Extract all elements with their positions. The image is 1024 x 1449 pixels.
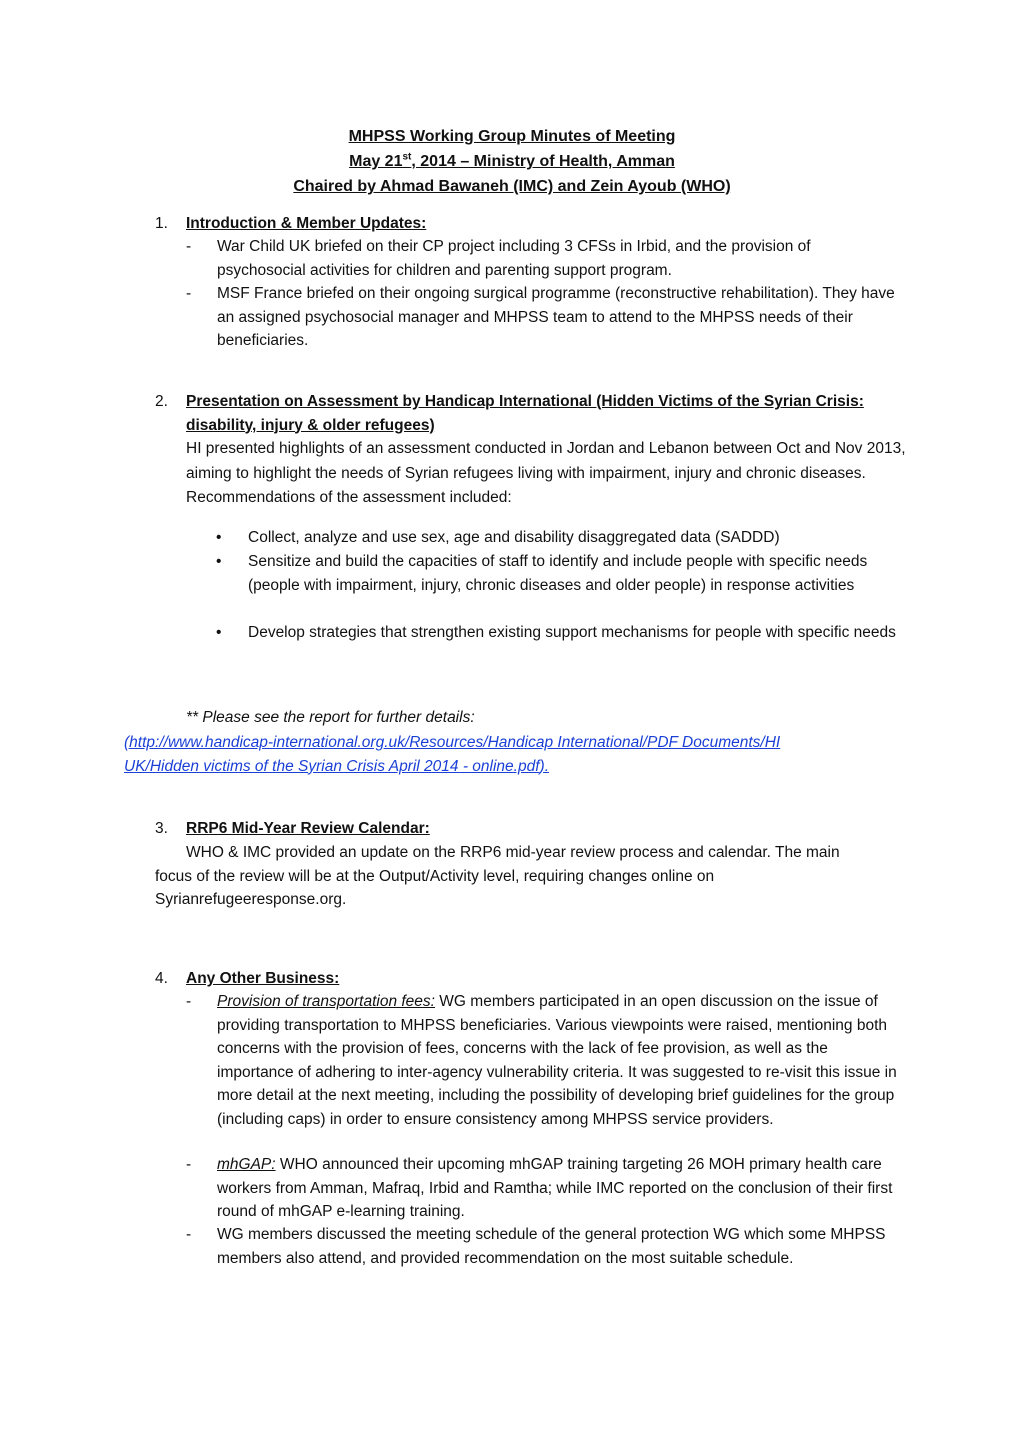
bullet-marker: •: [216, 553, 222, 570]
bullet-text: Collect, analyze and use sex, age and disability disaggregated data (SADDD): [248, 529, 780, 546]
list-item-text: WG members discussed the meeting schedule of the general protection WG which some MHPSS members also attend, and provided recommendation on the most suitable schedule.: [217, 1226, 886, 1267]
header-date: May 21: [349, 153, 403, 170]
section-intro: HI presented highlights of an assessment conducted in Jordan and Lebanon between Oct and Nov 2013, aiming to highlight the needs of Syrian refugees living with impairment, injury and chronic diseases. Recommendations of the assessment included:: [186, 440, 906, 506]
list-item-text: War Child UK briefed on their CP project including 3 CFSs in Irbid, and the provision of psychosocial activities for children and parenting support program.: [217, 238, 811, 279]
report-note: ** Please see the report for further details:: [186, 709, 475, 726]
dash-marker: -: [186, 993, 192, 1010]
dash-marker: -: [186, 238, 192, 255]
item-label: mhGAP:: [217, 1156, 276, 1173]
bullet-text: Develop strategies that strengthen existing support mechanisms for people with specific needs: [248, 624, 896, 641]
section-number: 4.: [155, 970, 168, 987]
section-heading: Introduction & Member Updates:: [186, 215, 427, 232]
header-date-suffix: st: [402, 151, 412, 163]
section-body: WHO & IMC provided an update on the RRP6 mid-year review process and calendar. The main focus of the review will be at the Output/Activity level, requiring changes online on Syrianrefugeeresponse.org.: [155, 844, 840, 908]
bullet-marker: •: [216, 529, 222, 546]
section-heading: RRP6 Mid-Year Review Calendar:: [186, 820, 430, 837]
section-number: 3.: [155, 820, 168, 837]
item-body: WG members participated in an open discussion on the issue of providing transportation to MHPSS beneficiaries. Various viewpoints were raised, mentioning both concerns with the provision of fees, concerns with the lack of fee provision, as well as the importance of adhering to inter-agency vulnerability criteria. It was suggested to re-visit this issue in more detail at the next meeting, including the possibility of developing brief guidelines for the group (including caps) in order to ensure consistency among MHPSS service providers.: [217, 993, 897, 1128]
section-number: 1.: [155, 215, 168, 232]
dash-marker: -: [186, 1226, 192, 1243]
list-item-text: [217, 1153, 897, 1224]
list-item-text: MSF France briefed on their ongoing surgical programme (reconstructive rehabilitation). They have an assigned psychosocial manager and MHPSS team to attend to the MHPSS needs of their beneficiaries.: [217, 285, 895, 349]
section-heading: Presentation on Assessment by Handicap International (Hidden Victims of the Syrian Crisis: disability, injury & older refugees): [186, 393, 864, 434]
report-link-line-1: (http://www.handicap-international.org.uk/Resources/Handicap International/PDF Documents/HI: [124, 734, 781, 751]
bullet-marker: •: [216, 624, 222, 641]
header-chairs: Chaired by Ahmad Bawaneh (IMC) and Zein Ayoub (WHO): [293, 178, 731, 195]
bullet-text: Sensitize and build the capacities of staff to identify and include people with specific needs (people with impairment, injury, chronic diseases and older people) in response activities: [248, 553, 868, 594]
header-title: MHPSS Working Group Minutes of Meeting: [348, 128, 676, 145]
header-location: , 2014 – Ministry of Health, Amman: [411, 153, 675, 170]
section-heading: Any Other Business:: [186, 970, 340, 987]
section-number: 2.: [155, 393, 168, 410]
item-body: WHO announced their upcoming mhGAP training targeting 26 MOH primary health care workers from Amman, Mafraq, Irbid and Ramtha; while IMC reported on the conclusion of their first round of mhGAP e-learning training.: [217, 1156, 893, 1220]
item-label: Provision of transportation fees:: [217, 993, 435, 1010]
document-header: [0, 124, 1024, 199]
dash-marker: -: [186, 1156, 192, 1173]
report-link-continued[interactable]: UK/Hidden victims of the Syrian Crisis April 2014 - online.pdf: [124, 757, 540, 775]
report-link[interactable]: http://www.handicap-international.org.uk/Resources/Handicap International/PDF Documents/HI: [129, 734, 781, 751]
report-link-block: [124, 731, 924, 778]
report-link-line-2: UK/Hidden victims of the Syrian Crisis April 2014 - online.pdf).: [124, 757, 549, 775]
list-item-text: [217, 990, 897, 1131]
header-date-location: [0, 149, 1024, 174]
dash-marker: -: [186, 285, 192, 302]
